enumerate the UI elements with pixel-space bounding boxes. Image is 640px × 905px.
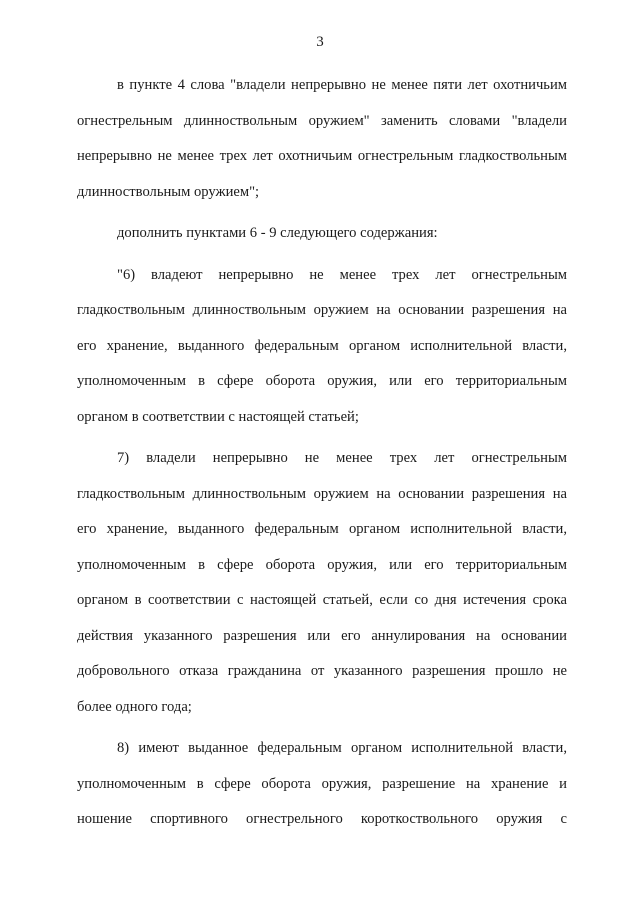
text-line: добровольного отказа гражданина от указанного разрешения прошло не xyxy=(77,663,567,679)
text-line: 8) имеют выданное федеральным органом исполнительной власти, xyxy=(117,740,567,756)
text-line: органом в соответствии с настоящей статьей, если со дня истечения срока xyxy=(77,592,567,608)
text-line: гладкоствольным длинноствольным оружием на основании разрешения на xyxy=(77,302,567,318)
text-line: его хранение, выданного федеральным органом исполнительной власти, xyxy=(77,521,567,537)
text-line: в пункте 4 слова "владели непрерывно не менее пяти лет охотничьим xyxy=(117,77,567,93)
text-line: гладкоствольным длинноствольным оружием на основании разрешения на xyxy=(77,485,567,502)
paragraph-add-points xyxy=(77,216,567,252)
text-line: его хранение, выданного федеральным органом исполнительной власти, xyxy=(77,337,567,354)
text-line: дополнить пунктами 6 - 9 следующего содержания: xyxy=(117,225,438,241)
text-line: огнестрельным длинноствольным оружием" заменить словами "владели xyxy=(77,112,567,129)
text-line: непрерывно не менее трех лет охотничьим огнестрельным гладкоствольным xyxy=(77,148,567,164)
paragraph-point-8 xyxy=(77,731,567,838)
text-line: "6) владеют непрерывно не менее трех лет огнестрельным xyxy=(117,266,567,283)
text-line: уполномоченным в сфере оборота оружия, или его территориальным xyxy=(77,373,567,389)
paragraph-point-6 xyxy=(77,258,567,436)
text-line: более одного года; xyxy=(77,698,192,715)
paragraph-amend-point-4 xyxy=(77,68,567,210)
text-line: органом в соответствии с настоящей статьей; xyxy=(77,408,359,425)
text-line: длинноствольным оружием"; xyxy=(77,183,260,200)
page-number: 3 xyxy=(316,34,324,50)
text-line: уполномоченным в сфере оборота оружия, разрешение на хранение и xyxy=(77,775,567,792)
document-body xyxy=(77,68,567,838)
text-line: 7) владели непрерывно не менее трех лет огнестрельным xyxy=(117,450,567,466)
paragraph-point-7 xyxy=(77,441,567,725)
text-line: ношение спортивного огнестрельного короткоствольного оружия с xyxy=(77,811,567,827)
text-line: действия указанного разрешения или его аннулирования на основании xyxy=(77,627,567,644)
text-line: уполномоченным в сфере оборота оружия, или его территориальным xyxy=(77,556,567,573)
